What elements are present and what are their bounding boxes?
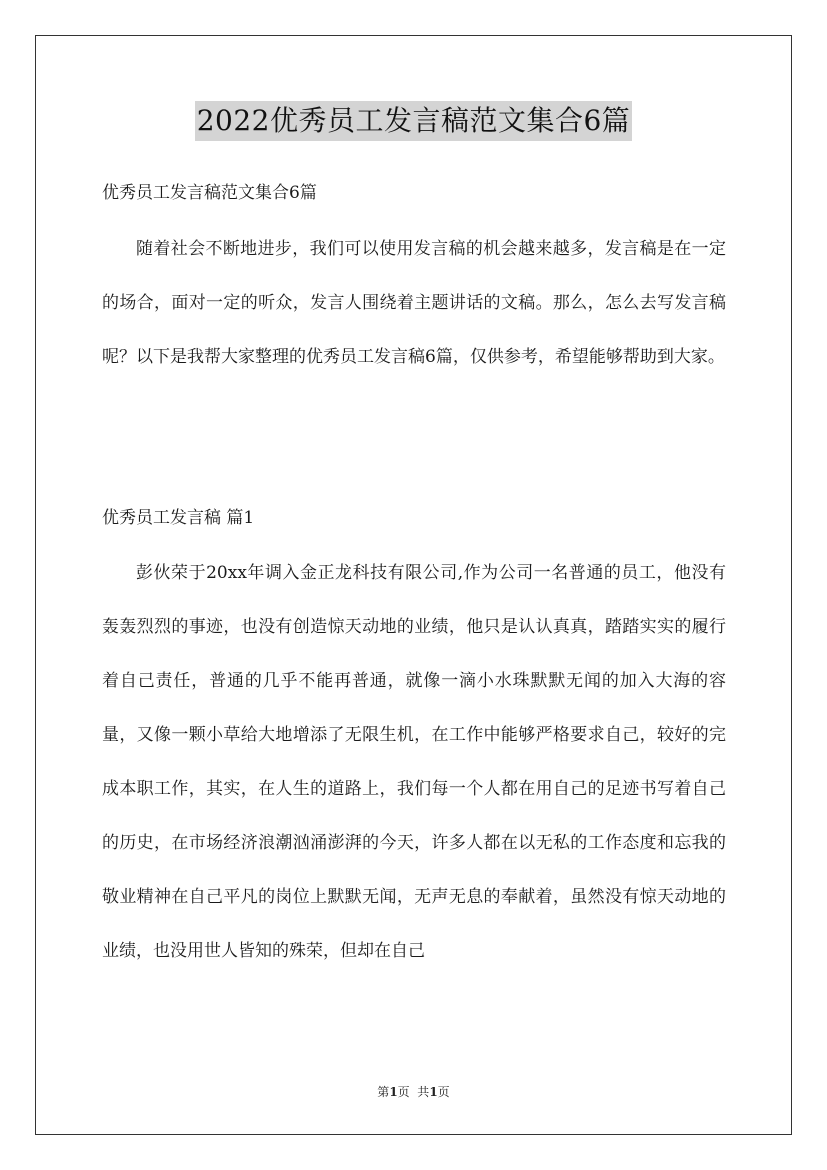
section-heading: 优秀员工发言稿 篇1 [102,508,255,528]
page-footer [0,1083,827,1101]
footer-page-mid: 页 共 [397,1085,430,1099]
footer-page-total: 1 [429,1085,438,1099]
title-wrap [0,101,827,141]
section-paragraph: 彭伙荣于20xx年调入金正龙科技有限公司,作为公司一名普通的员工，他没有轰轰烈烈的事迹，也没有创造惊天动地的业绩，他只是认认真真，踏踏实实的履行着自己责任，普通的几乎不能再普通，就像一滴小水珠默默无闻的加入大海的容量，又像一颗小草给大地增添了无限生机，在工作中能够严格要求自己，较好的完成本职工作，其实，在人生的道路上，我们每一个人都在用自己的足迹书写着自己的历史，在市场经济浪潮汹涌澎湃的今天，许多人都在以无私的工作态度和忘我的敬业精神在自己平凡的岗位上默默无闻，无声无息的奉献着，虽然没有惊天动地的业绩，也没用世人皆知的殊荣，但却在自己 [102,563,726,961]
footer-page-suffix: 页 [437,1085,450,1099]
intro-paragraph: 随着社会不断地进步，我们可以使用发言稿的机会越来越多，发言稿是在一定的场合，面对一定的听众，发言人围绕着主题讲话的文稿。那么，怎么去写发言稿呢？以下是我帮大家整理的优秀员工发言稿6篇，仅供参考，希望能够帮助到大家。 [102,239,726,367]
footer-page-prefix: 第 [377,1085,390,1099]
footer-page-current: 1 [389,1085,398,1099]
document-title: 2022优秀员工发言稿范文集合6篇 [195,101,633,141]
document-subtitle: 优秀员工发言稿范文集合6篇 [102,183,317,203]
